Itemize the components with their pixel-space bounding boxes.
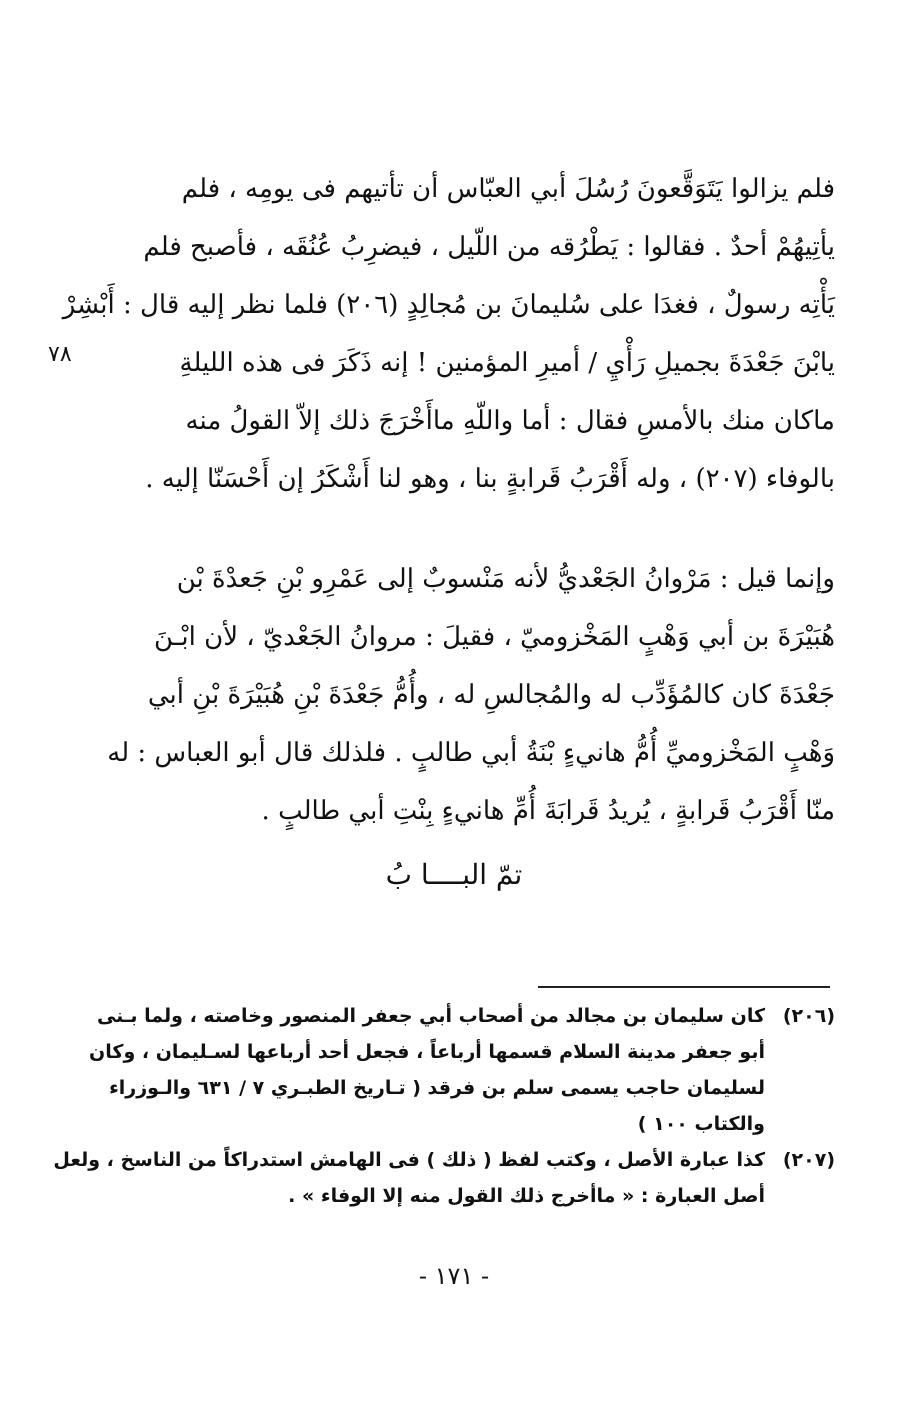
paragraph-line: منّا أَقْرَبُ قَرابةٍ ، يُريدُ قَرابَةَ أُمِّ هانيءٍ بِنْتِ أبي طالبٍ . xyxy=(261,796,835,826)
paragraph-1 xyxy=(62,160,835,508)
paragraph-line: وَهْبٍ المَخْزوميِّ أُمُّ هانيءٍ بْنَةُ أبي طالبٍ . فلذلك قال أبو العباس : له xyxy=(107,738,835,768)
paragraph-line: يَأْتِه رسولٌ ، فغدَا على سُليمانَ بن مُجالِدٍ (٢٠٦) فلما نظر إليه قال : أَبْشِرْ xyxy=(62,290,835,320)
footnote-line: كان سليمان بن مجالد من أصحاب أبي جعفر المنصور وخاصته ، ولما بـنى xyxy=(96,1005,765,1027)
footnote-divider xyxy=(538,986,830,988)
footnote-line: كذا عبارة الأصل ، وكتب لفظ ( ذلك ) فى الهامش استدراكاً من الناسخ ، ولعل xyxy=(53,1149,765,1171)
footnote-line: والكتاب ١٠٠ ) xyxy=(637,1113,765,1135)
footnote-number: (٢٠٧) xyxy=(782,1149,835,1171)
footnote-207 xyxy=(53,1142,835,1214)
chapter-end-title: تمّ البــــا بُ xyxy=(385,858,523,891)
paragraph-line: يابْنَ جَعْدَةَ بجميلِ رَأْيِ / أميرِ المؤمنين ! إنه ذَكَرَ فى هذه الليلةِ xyxy=(179,348,835,378)
paragraph-line: فلم يزالوا يَتَوَقَّعونَ رُسُلَ أبي العبّاس أن تأتيهم فى يومِه ، فلم xyxy=(181,174,835,204)
margin-folio-number: ٧٨ xyxy=(48,342,72,367)
paragraph-line: يأتِيهُمْ أحدٌ . فقالوا : يَطْرُقه من اللّيل ، فيضرِبُ عُنُقَه ، فأصبح فلم xyxy=(143,232,835,262)
paragraph-2 xyxy=(107,550,835,840)
paragraph-line: هُبَيْرَةَ بن أبي وَهْبٍ المَخْزوميّ ، فقيلَ : مروانُ الجَعْديّ ، لأن ابْـنَ xyxy=(153,622,835,652)
paragraph-line: جَعْدَةَ كان كالمُؤَدِّب له والمُجالسِ له ، وأُمُّ جَعْدَةَ بْنِ هُبَيْرَةَ بْنِ أبي xyxy=(147,680,835,710)
footnote-206 xyxy=(89,998,835,1142)
paragraph-line: بالوفاء (٢٠٧) ، وله أَقْرَبُ قَرابةٍ بنا ، وهو لنا أَشْكَرُ إن أَحْسَنّا إليه . xyxy=(145,464,835,494)
footnote-line: أصل العبارة : « ماأخرج ذلك القول منه إلا الوفاء » . xyxy=(288,1185,765,1207)
paragraph-line: ماكان منك بالأمسِ فقال : أما واللّهِ ماأَخْرَجَ ذلك إلاّ القولُ منه xyxy=(185,406,835,436)
footnote-number: (٢٠٦) xyxy=(782,1005,835,1027)
page-number: - ١٧١ - xyxy=(418,1262,490,1290)
paragraph-line: وإنما قيل : مَرْوانُ الجَعْديُّ لأنه مَنْسوبٌ إلى عَمْرِو بْنِ جَعدْةَ بْن xyxy=(176,564,835,594)
footnote-line: لسليمان حاجب يسمى سلم بن فرقد ( تـاريخ الطبـري ٧ / ٦٣١ والـوزراء xyxy=(109,1077,765,1099)
footnotes xyxy=(53,998,835,1214)
footnote-line: أبو جعفر مدينة السلام قسمها أرباعاً ، فجعل أحد أرباعها لسـليمان ، وكان xyxy=(89,1041,765,1063)
